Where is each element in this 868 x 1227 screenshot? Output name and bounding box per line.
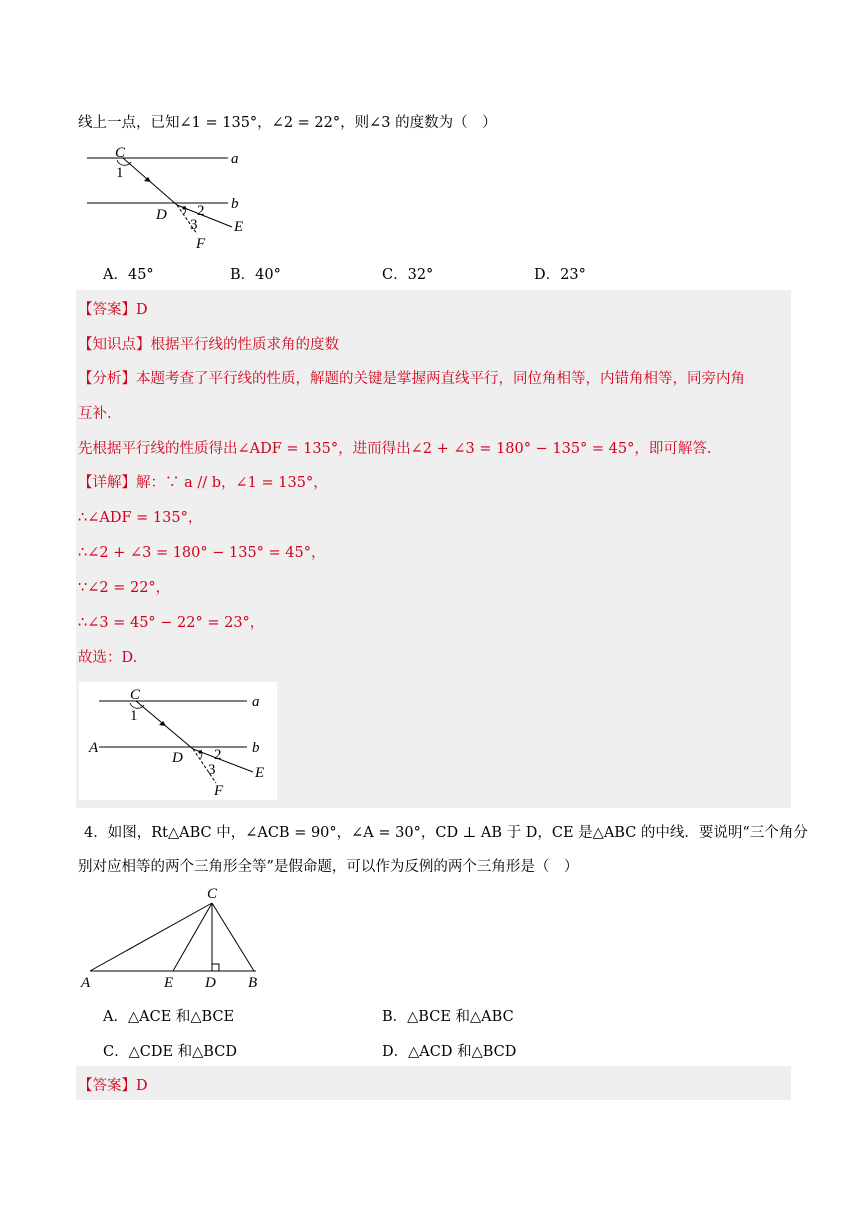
solution3-detail-5: ∴∠3 = 45° − 22° = 23°， [78, 615, 265, 631]
solution4-answer: 【答案】D [78, 1078, 148, 1094]
q3-option-a: A．45° [103, 267, 154, 283]
q3-label-1: 1 [116, 165, 124, 181]
solution3-detail-2: ∴∠ADF = 135°， [78, 510, 203, 526]
s3-label-e: E [255, 765, 265, 781]
s3-label-1: 1 [130, 708, 138, 724]
q4-option-a: A．△ACE 和△BCE [103, 1009, 235, 1025]
q3-figure [80, 142, 280, 252]
solution3-analysis-3: 先根据平行线的性质得出∠ADF = 135°，进而得出∠2 + ∠3 = 180° − 135° = 45°，即可解答. [78, 441, 712, 457]
s3-label-c: C [130, 687, 141, 703]
q4-option-b: B．△BCE 和△ABC [382, 1009, 514, 1025]
s3-label-f: F [214, 783, 224, 799]
q4-stem-line2: 别对应相等的两个三角形全等”是假命题，可以作为反例的两个三角形是（ ） [78, 859, 579, 875]
q3-label-f: F [196, 236, 206, 252]
q4-stem-line1: 4．如图，Rt△ABC 中，∠ACB = 90°，∠A = 30°，CD ⊥ AB 于 D，CE 是△ABC 的中线．要说明“三个角分 [84, 825, 808, 841]
s3-label-b: b [252, 740, 260, 756]
solution3-figure-panel [79, 682, 277, 800]
solution3-knowledge: 【知识点】根据平行线的性质求角的度数 [78, 337, 339, 353]
q3-label-b: b [231, 196, 239, 212]
q3-label-d: D [156, 207, 167, 223]
q3-option-c: C．32° [382, 267, 434, 283]
solution3-detail-6: 故选：D. [78, 650, 138, 666]
solution3-answer: 【答案】D [78, 302, 148, 318]
q4-figure [76, 882, 266, 992]
q3-option-b: B．40° [230, 267, 281, 283]
q3-label-2: 2 [197, 203, 205, 219]
q4-option-c: C．△CDE 和△BCD [103, 1044, 237, 1060]
q3-label-c: C [115, 145, 126, 161]
solution4-box [76, 1066, 791, 1100]
solution3-detail-3: ∴∠2 + ∠3 = 180° − 135° = 45°， [78, 545, 326, 561]
q3-label-a: a [231, 151, 239, 167]
solution3-detail-1: 【详解】解：∵ a // b，∠1 = 135°， [78, 475, 328, 491]
q3-label-3: 3 [190, 217, 198, 233]
solution3-figure [79, 682, 277, 800]
q4-label-d: D [205, 975, 216, 991]
solution3-analysis-2: 互补. [78, 406, 112, 422]
solution3-analysis-1: 【分析】本题考查了平行线的性质，解题的关键是掌握两直线平行，同位角相等，内错角相等，同旁内角 [78, 371, 745, 387]
s3-label-3: 3 [208, 762, 216, 778]
s3-label-2: 2 [214, 747, 222, 763]
s3-label-A: A [89, 740, 99, 756]
q3-label-e: E [234, 219, 244, 235]
q4-label-a: A [81, 975, 91, 991]
s3-label-d: D [172, 750, 183, 766]
solution3-box [76, 290, 791, 808]
solution3-detail-4: ∵∠2 = 22°， [78, 580, 171, 596]
q4-option-d: D．△ACD 和△BCD [382, 1044, 517, 1060]
q4-label-b: B [248, 975, 258, 991]
q4-label-c: C [207, 886, 218, 902]
q4-label-e: E [164, 975, 174, 991]
q3-stem: 线上一点，已知∠1 = 135°，∠2 = 22°，则∠3 的度数为（ ） [78, 115, 497, 131]
q3-option-d: D．23° [534, 267, 586, 283]
s3-label-a: a [252, 694, 260, 710]
